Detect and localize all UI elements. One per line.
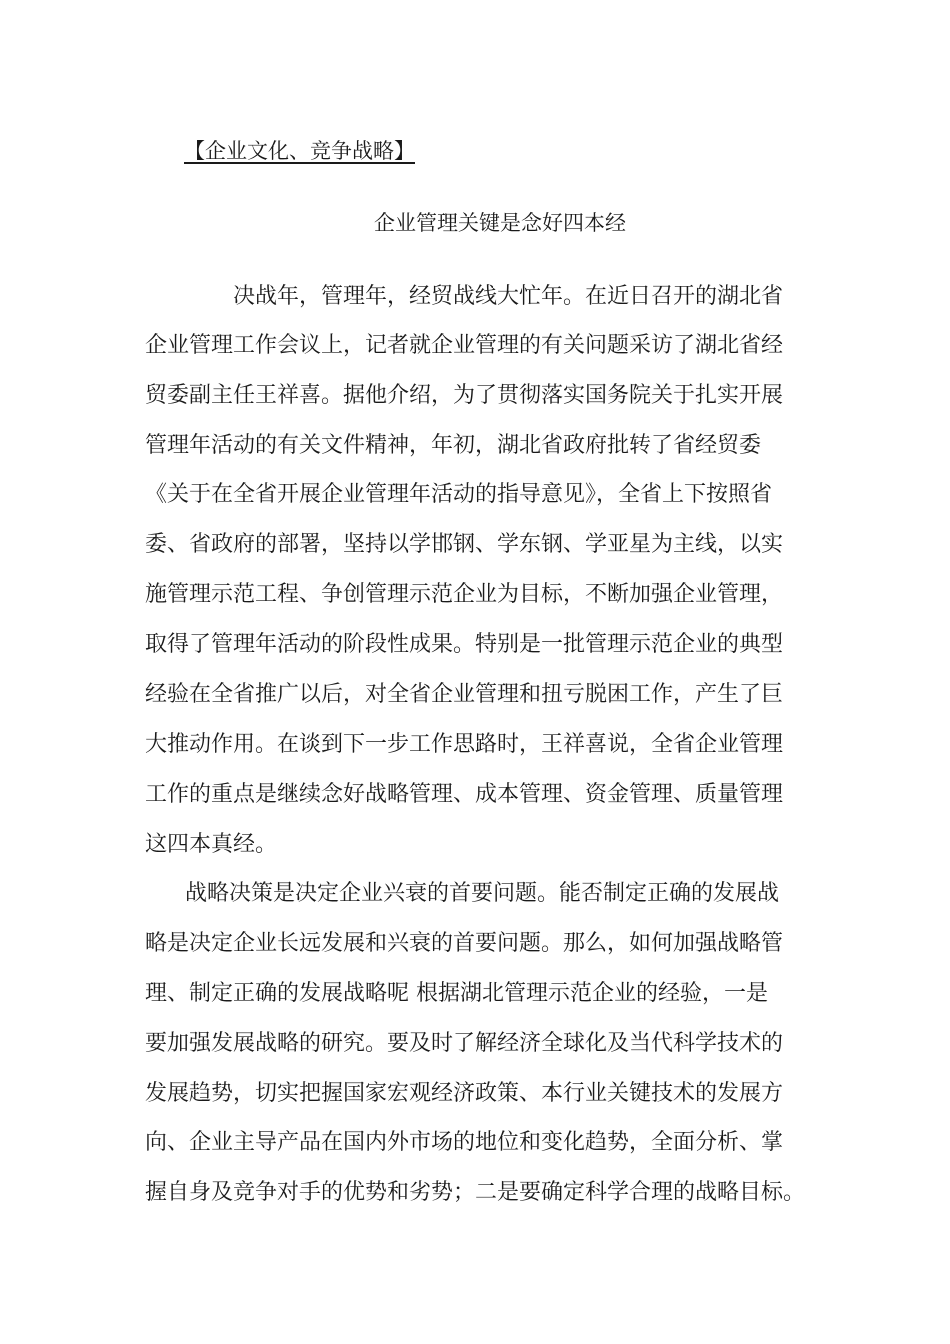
paragraph-1-line: 施管理示范工程、争创管理示范企业为目标，不断加强企业管理， [145,582,784,607]
paragraph-1-line: 委、省政府的部署，坚持以学邯钢、学东钢、学亚星为主线，以实 [145,532,784,557]
paragraph-1-line: 《关于在全省开展企业管理年活动的指导意见》，全省上下按照省 [145,482,773,507]
paragraph-1-line: 管理年活动的有关文件精神，年初，湖北省政府批转了省经贸委 [145,433,762,458]
paragraph-2-line: 要加强发展战略的研究。要及时了解经济全球化及当代科学技术的 [145,1031,784,1056]
document-title: 企业管理关键是念好四本经 [374,211,626,235]
paragraph-2-line: 向、企业主导产品在国内外市场的地位和变化趋势，全面分析、掌 [145,1130,784,1155]
paragraph-1-line: 取得了管理年活动的阶段性成果。特别是一批管理示范企业的典型 [145,632,784,657]
paragraph-2-line: 发展趋势，切实把握国家宏观经济政策、本行业关键技术的发展方 [145,1081,784,1106]
paragraph-1-line: 决战年，管理年，经贸战线大忙年。在近日召开的湖北省 [233,284,784,309]
paragraph-1-line: 工作的重点是继续念好战略管理、成本管理、资金管理、质量管理 [145,782,784,807]
paragraph-1-line: 经验在全省推广以后，对全省企业管理和扭亏脱困工作，产生了巨 [145,682,784,707]
paragraph-2-line: 略是决定企业长远发展和兴衰的首要问题。那么，如何加强战略管 [145,931,784,956]
paragraph-1-line: 这四本真经。 [145,832,278,857]
paragraph-1-line: 大推动作用。在谈到下一步工作思路时，王祥喜说，全省企业管理 [145,732,784,757]
paragraph-2-line: 理、制定正确的发展战略呢 根据湖北管理示范企业的经验，一是 [145,981,768,1006]
paragraph-2-line: 握自身及竞争对手的优势和劣势；二是要确定科学合理的战略目标。 [145,1180,806,1205]
paragraph-1-line: 企业管理工作会议上，记者就企业管理的有关问题采访了湖北省经 [145,333,784,358]
paragraph-1-line: 贸委副主任王祥喜。据他介绍，为了贯彻落实国务院关于扎实开展 [145,383,784,408]
paragraph-2-line: 战略决策是决定企业兴衰的首要问题。能否制定正确的发展战 [185,881,780,906]
section-tag: 【企业文化、竞争战略】 [184,139,415,163]
